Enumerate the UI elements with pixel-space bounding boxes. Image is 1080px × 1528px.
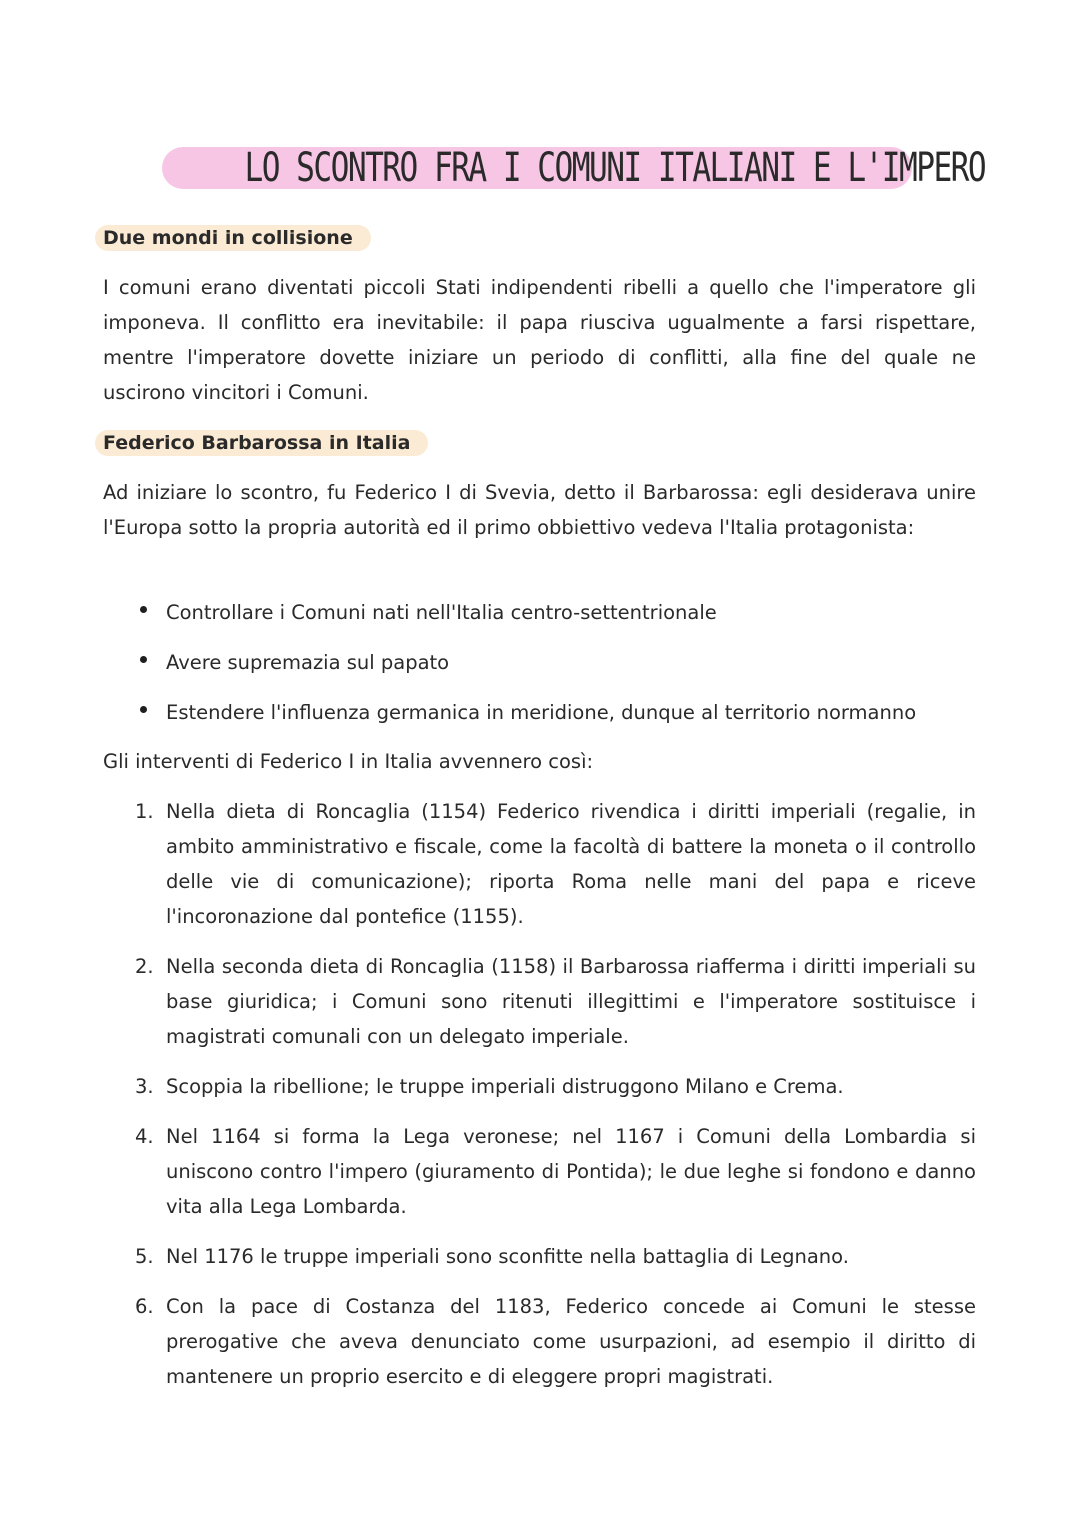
- paragraph-due-mondi: I comuni erano diventati piccoli Stati indipendenti ribelli a quello che l'imperatore gli imponeva. Il conflitto era inevitabile: il papa riusciva ugualmente a farsi rispettare, mentre l'imperatore dovette iniziare un periodo di conflitti, alla fine del quale ne uscirono vincitori i Comuni.: [103, 276, 976, 404]
- list-number: 5.: [135, 1245, 154, 1268]
- list-item: [103, 1069, 976, 1104]
- paragraph-federico: Ad iniziare lo scontro, fu Federico I di Svevia, detto il Barbarossa: egli desiderava unire l'Europa sotto la propria autorità ed il primo obbiettivo vedeva l'Italia protagonista:: [103, 481, 976, 539]
- list-item-text: Nel 1164 si forma la Lega veronese; nel 1167 i Comuni della Lombardia si uniscono contro l'impero (giuramento di Pontida); le due leghe si fondono e danno vita alla Lega Lombarda.: [166, 1125, 976, 1218]
- list-number: 3.: [135, 1075, 154, 1098]
- list-item: [103, 1239, 976, 1274]
- list-item: [103, 1289, 976, 1394]
- list-item-text: Scoppia la ribellione; le truppe imperiali distruggono Milano e Crema.: [166, 1075, 844, 1098]
- list-item: [103, 595, 976, 630]
- list-item: [103, 1119, 976, 1224]
- list-item: [103, 949, 976, 1054]
- list-item: [103, 645, 976, 680]
- list-number: 4.: [135, 1125, 154, 1148]
- list-item: [103, 794, 976, 934]
- section-heading-due-mondi: Due mondi in collisione: [95, 225, 371, 251]
- list-item-text: Estendere l'influenza germanica in meridione, dunque al territorio normanno: [166, 701, 917, 724]
- list-item-text: Nel 1176 le truppe imperiali sono sconfitte nella battaglia di Legnano.: [166, 1245, 849, 1268]
- page-title-block: [162, 138, 986, 198]
- list-item-text: Con la pace di Costanza del 1183, Federico concede ai Comuni le stesse prerogative che aveva denunciato come usurpazioni, ad esempio il diritto di mantenere un proprio esercito e di eleggere propri magistrati.: [166, 1295, 976, 1388]
- paragraph-interventi-intro: Gli interventi di Federico I in Italia avvennero così:: [103, 750, 594, 773]
- page-title: LO SCONTRO FRA I COMUNI ITALIANI E L'IMPERO: [244, 145, 986, 191]
- list-item-text: Nella dieta di Roncaglia (1154) Federico rivendica i diritti imperiali (regalie, in ambito amministrativo e fiscale, come la facoltà di battere la moneta o il controllo delle vie di comunicazione); riporta Roma nelle mani del papa e riceve l'incoronazione dal pontefice (1155).: [166, 800, 976, 928]
- list-number: 6.: [135, 1295, 154, 1318]
- bullet-icon: [140, 706, 147, 713]
- list-item-text: Avere supremazia sul papato: [166, 651, 450, 674]
- bullet-icon: [140, 656, 147, 663]
- interventions-list: [103, 794, 976, 1409]
- section-heading-federico: Federico Barbarossa in Italia: [95, 430, 428, 456]
- list-number: 1.: [135, 800, 154, 823]
- list-number: 2.: [135, 955, 154, 978]
- list-item: [103, 695, 976, 730]
- list-item-text: Nella seconda dieta di Roncaglia (1158) il Barbarossa riafferma i diritti imperiali su base giuridica; i Comuni sono ritenuti illegittimi e l'imperatore sostituisce i magistrati comunali con un delegato imperiale.: [166, 955, 976, 1048]
- objectives-list: [103, 595, 976, 745]
- list-item-text: Controllare i Comuni nati nell'Italia centro-settentrionale: [166, 601, 717, 624]
- bullet-icon: [140, 606, 147, 613]
